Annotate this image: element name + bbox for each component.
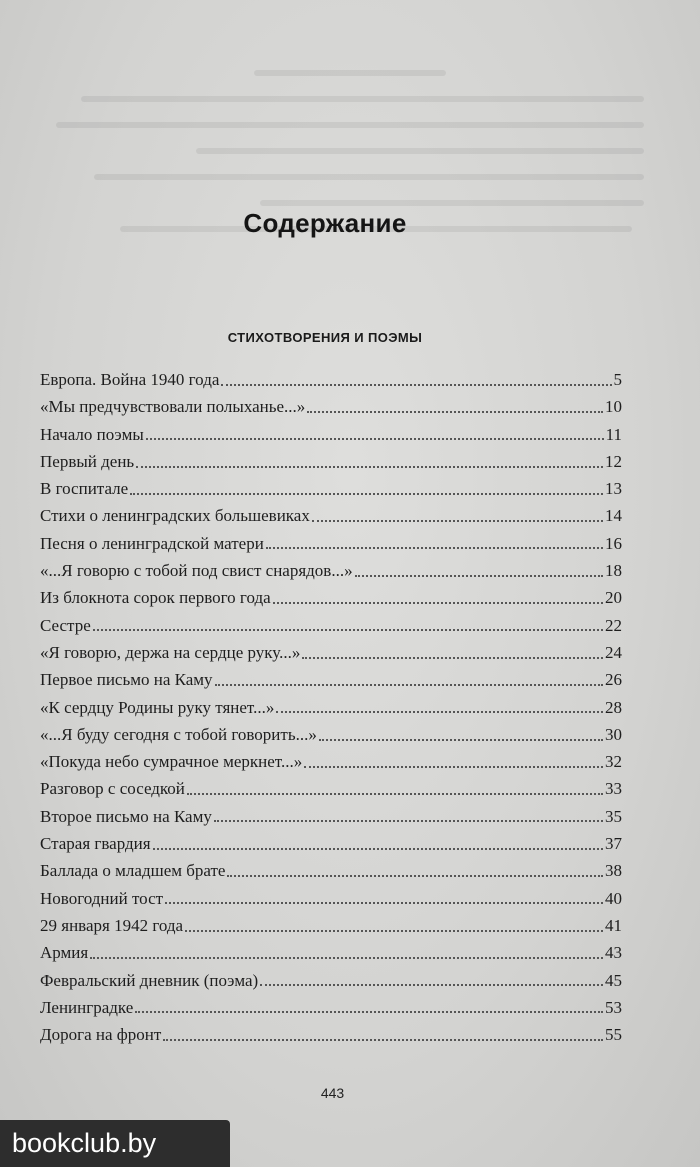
watermark-logo: bookclub.by: [0, 1120, 230, 1167]
dot-leader: [302, 657, 603, 659]
toc-entry-title: «Покуда небо сумрачное меркнет...»: [40, 752, 303, 772]
dot-leader: [276, 711, 603, 713]
toc-entry-title: Первое письмо на Каму: [40, 670, 213, 690]
dot-leader: [260, 984, 603, 986]
toc-entry-title: В госпитале: [40, 479, 129, 499]
toc-entry-title: Ленинградке: [40, 997, 134, 1017]
toc-entry-page: 38: [605, 861, 622, 881]
toc-entry: [40, 366, 622, 393]
toc-entry-title: Стихи о ленинградских большевиках: [40, 506, 310, 526]
toc-entry-page: 16: [605, 533, 622, 553]
dot-leader: [93, 629, 603, 631]
toc-entry-page: 26: [605, 670, 622, 690]
table-of-contents: [40, 366, 622, 1048]
dot-leader: [165, 902, 603, 904]
toc-entry-page: 32: [605, 752, 622, 772]
toc-entry-page: 33: [605, 779, 622, 799]
toc-entry-page: 11: [605, 424, 622, 444]
toc-entry-page: 22: [605, 615, 622, 635]
dot-leader: [355, 575, 603, 577]
toc-entry-title: Начало поэмы: [40, 424, 144, 444]
dot-leader: [136, 466, 603, 468]
toc-entry-title: Европа. Война 1940 года: [40, 370, 220, 389]
page-title: Содержание: [243, 208, 407, 238]
toc-entry: [40, 557, 622, 584]
toc-entry-page: 43: [605, 943, 622, 963]
toc-entry: [40, 530, 622, 557]
toc-entry: [40, 775, 622, 802]
dot-leader: [214, 820, 603, 822]
toc-entry: [40, 748, 622, 775]
dot-leader: [266, 547, 603, 549]
dot-leader: [215, 684, 603, 686]
toc-entry: [40, 1021, 622, 1048]
dot-leader: [221, 384, 611, 386]
toc-entry-page: 13: [605, 479, 622, 499]
toc-entry-title: Первый день: [40, 451, 135, 471]
toc-entry-page: 20: [605, 588, 622, 608]
section-heading: СТИХОТВОРЕНИЯ И ПОЭМЫ: [227, 330, 423, 345]
toc-entry: [40, 475, 622, 502]
dot-leader: [273, 602, 603, 604]
toc-entry-page: 14: [605, 506, 622, 526]
toc-entry: [40, 803, 622, 830]
toc-entry-page: 41: [605, 915, 622, 935]
toc-entry-page: 40: [605, 888, 622, 908]
toc-entry: [40, 912, 622, 939]
page-number: 443: [320, 1085, 345, 1101]
toc-entry-page: 35: [605, 806, 622, 826]
dot-leader: [130, 493, 603, 495]
toc-entry-title: «...Я говорю с тобой под свист снарядов...»: [40, 561, 353, 581]
dot-leader: [146, 438, 604, 440]
toc-entry: [40, 885, 622, 912]
dot-leader: [307, 411, 603, 413]
toc-entry-title: Разговор с соседкой: [40, 779, 185, 799]
toc-entry-page: 53: [605, 997, 622, 1017]
toc-entry-title: Дорога на фронт: [40, 1025, 162, 1045]
dot-leader: [227, 875, 603, 877]
dot-leader: [90, 957, 603, 959]
toc-entry-page: 18: [605, 561, 622, 581]
dot-leader: [187, 793, 603, 795]
toc-entry: [40, 857, 622, 884]
toc-entry-title: «Мы предчувствовали полыханье...»: [40, 397, 306, 417]
toc-entry: [40, 666, 622, 693]
toc-entry: [40, 721, 622, 748]
toc-entry: [40, 584, 622, 611]
toc-entry-page: 24: [605, 642, 622, 662]
toc-entry-page: 10: [605, 397, 622, 417]
dot-leader: [163, 1039, 603, 1041]
toc-entry: [40, 967, 622, 994]
toc-entry-page: 12: [605, 451, 622, 471]
toc-entry-title: «...Я буду сегодня с тобой говорить...»: [40, 724, 317, 744]
toc-entry: [40, 830, 622, 857]
toc-entry-title: Сестре: [40, 615, 91, 635]
toc-entry: [40, 694, 622, 721]
dot-leader: [135, 1011, 603, 1013]
toc-entry-title: Февральский дневник (поэма): [40, 970, 259, 990]
dot-leader: [312, 520, 603, 522]
toc-entry: [40, 994, 622, 1021]
toc-entry-page: 37: [605, 834, 622, 854]
toc-entry-title: Новогодний тост: [40, 888, 164, 908]
toc-entry-title: Песня о ленинградской матери: [40, 533, 264, 553]
toc-entry-title: «К сердцу Родины руку тянет...»: [40, 697, 275, 717]
toc-entry-page: 30: [605, 724, 622, 744]
toc-entry: [40, 639, 622, 666]
toc-entry-title: Баллада о младшем брате: [40, 861, 226, 881]
toc-entry-title: «Я говорю, держа на сердце руку...»: [40, 642, 301, 662]
toc-entry-page: 28: [605, 697, 622, 717]
toc-entry-title: Армия: [40, 943, 89, 963]
toc-entry: [40, 612, 622, 639]
toc-entry: [40, 393, 622, 420]
bleed-through-text: [30, 50, 670, 280]
toc-entry-page: 45: [605, 970, 622, 990]
toc-entry-title: 29 января 1942 года: [40, 915, 184, 935]
toc-entry: [40, 448, 622, 475]
toc-entry: [40, 939, 622, 966]
toc-entry-page: 55: [605, 1025, 622, 1045]
toc-entry: [40, 421, 622, 448]
toc-entry-title: Из блокнота сорок первого года: [40, 588, 271, 608]
toc-entry-page: 5: [613, 370, 622, 389]
toc-entry-title: Второе письмо на Каму: [40, 806, 212, 826]
dot-leader: [319, 739, 603, 741]
toc-entry: [40, 502, 622, 529]
toc-entry-title: Старая гвардия: [40, 834, 151, 854]
dot-leader: [304, 766, 603, 768]
dot-leader: [185, 930, 603, 932]
dot-leader: [153, 848, 603, 850]
